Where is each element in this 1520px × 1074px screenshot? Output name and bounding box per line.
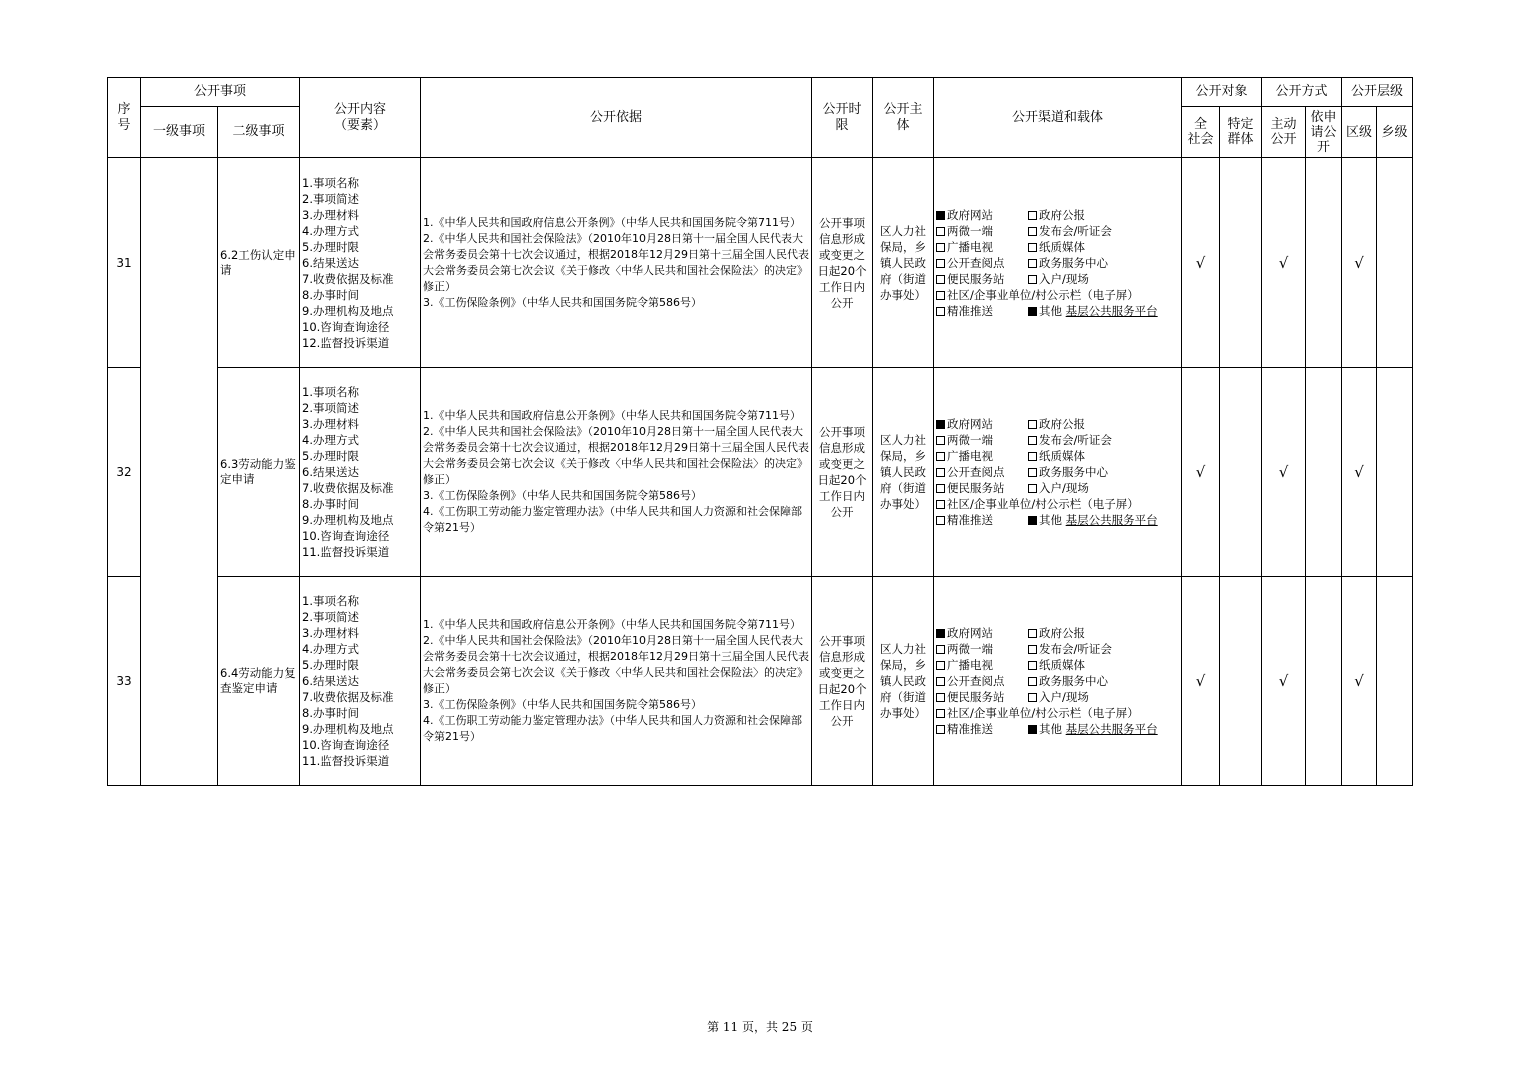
row-sub-item: 6.2工伤认定申请 [218, 158, 300, 368]
basis-line: 3.《工伤保险条例》（中华人民共和国国务院令第586号） [423, 698, 703, 711]
channel-service-station: 便民服务站 [947, 271, 1005, 286]
header-subject: 公开主 体 [873, 78, 934, 158]
empty-box-icon [1028, 275, 1037, 284]
empty-box-icon [1028, 484, 1037, 493]
row-basis [421, 368, 812, 577]
channel-broadcast: 广播电视 [947, 239, 994, 254]
channel-paper: 纸质媒体 [1039, 239, 1086, 254]
channel-other-value: 基层公共服务平台 [1065, 513, 1158, 527]
checked-box-icon [1028, 516, 1037, 525]
header-level1: 一级事项 [141, 107, 218, 158]
row-time-limit: 公开事项 信息形成 或变更之 日起20个 工作日内 公开 [812, 158, 873, 368]
empty-box-icon [1028, 436, 1037, 445]
empty-box-icon [936, 661, 945, 670]
empty-box-icon [936, 516, 945, 525]
row-subject: 区人力社 保局，乡 镇人民政 府（街道 办事处） [873, 368, 934, 577]
row-seq: 33 [108, 577, 141, 786]
empty-box-icon [936, 693, 945, 702]
row-subject: 区人力社 保局，乡 镇人民政 府（街道 办事处） [873, 577, 934, 786]
header-method-group: 公开方式 [1262, 78, 1342, 107]
target-all-check: √ [1182, 368, 1220, 577]
checked-box-icon [936, 211, 945, 220]
channel-push: 精准推送 [947, 303, 994, 318]
header-items-group: 公开事项 [141, 78, 300, 107]
channel-service-center: 政务服务中心 [1039, 674, 1109, 688]
channel-gov-gazette: 政府公报 [1039, 417, 1086, 431]
channel-two-micro: 两微一端 [947, 433, 994, 447]
method-active-check: √ [1262, 368, 1306, 577]
channel-push: 精准推送 [947, 513, 994, 527]
target-specific-check [1220, 158, 1262, 368]
empty-box-icon [936, 275, 945, 284]
target-specific-check [1220, 368, 1262, 577]
channel-gov-gazette: 政府公报 [1039, 626, 1086, 640]
header-target-all: 全 社会 [1182, 107, 1220, 158]
empty-box-icon [1028, 452, 1037, 461]
empty-box-icon [936, 500, 945, 509]
level-district-check: √ [1342, 368, 1377, 577]
channel-broadcast: 广播电视 [947, 658, 994, 672]
empty-box-icon [1028, 677, 1037, 686]
header-level-district: 区级 [1342, 107, 1377, 158]
channel-gov-site: 政府网站 [947, 626, 994, 640]
basis-line: 1.《中华人民共和国政府信息公开条例》（中华人民共和国国务院令第711号） [423, 618, 802, 631]
channel-door: 入户/现场 [1039, 481, 1089, 495]
empty-box-icon [936, 677, 945, 686]
empty-box-icon [1028, 629, 1037, 638]
empty-box-icon [936, 307, 945, 316]
row-basis [421, 577, 812, 786]
channel-gov-site: 政府网站 [947, 207, 994, 222]
method-apply-check [1306, 368, 1342, 577]
channel-other: 其他 [1039, 722, 1063, 736]
empty-box-icon [1028, 420, 1037, 429]
empty-box-icon [1028, 243, 1037, 252]
basis-line: 4.《工伤职工劳动能力鉴定管理办法》（中华人民共和国人力资源和社会保障部令第21号） [423, 505, 803, 534]
level-town-check [1377, 577, 1413, 786]
empty-box-icon [1028, 645, 1037, 654]
channel-service-center: 政务服务中心 [1039, 255, 1109, 270]
method-active-check: √ [1262, 158, 1306, 368]
table-row [108, 158, 1413, 368]
table-row [108, 368, 1413, 577]
target-all-check: √ [1182, 158, 1220, 368]
channel-other-value: 基层公共服务平台 [1065, 303, 1158, 318]
level-town-check [1377, 368, 1413, 577]
channel-two-micro: 两微一端 [947, 223, 994, 238]
channel-reading-point: 公开查阅点 [947, 674, 1005, 688]
basis-line: 2.《中华人民共和国社会保险法》（2010年10月28日第十一届全国人民代表大会常务委员会第十七次会议通过，根据2018年12月29日第十三届全国人民代表大会常务委员会第七次会议《关于修改〈中华人民共和国社会保险法〉的决定》修正） [423, 634, 810, 695]
target-specific-check [1220, 577, 1262, 786]
empty-box-icon [1028, 211, 1037, 220]
header-content: 公开内容 （要素） [300, 78, 421, 158]
channel-other-value: 基层公共服务平台 [1065, 722, 1158, 736]
channel-push: 精准推送 [947, 722, 994, 736]
header-seq: 序 号 [108, 78, 141, 158]
row-content: 1.事项名称 2.事项简述 3.办理材料 4.办理方式 5.办理时限 6.结果送达 7.收费依据及标准 8.办事时间 9.办理机构及地点 10.咨询查询途径 12.监督投诉渠道 [300, 158, 421, 368]
header-level2: 二级事项 [218, 107, 300, 158]
row-seq: 31 [108, 158, 141, 368]
header-time-limit: 公开时 限 [812, 78, 873, 158]
empty-box-icon [936, 484, 945, 493]
header-method-apply: 依申 请公 开 [1306, 107, 1342, 158]
row-channels [934, 577, 1182, 786]
empty-box-icon [936, 227, 945, 236]
channel-door: 入户/现场 [1039, 271, 1089, 286]
empty-box-icon [1028, 259, 1037, 268]
header-channel: 公开渠道和载体 [934, 78, 1182, 158]
row-content: 1.事项名称 2.事项简述 3.办理材料 4.办理方式 5.办理时限 6.结果送达 7.收费依据及标准 8.办事时间 9.办理机构及地点 10.咨询查询途径 11.监督投诉渠道 [300, 577, 421, 786]
disclosure-table [107, 77, 1413, 786]
empty-box-icon [936, 468, 945, 477]
empty-box-icon [936, 452, 945, 461]
method-apply-check [1306, 158, 1342, 368]
basis-line: 1.《中华人民共和国政府信息公开条例》（中华人民共和国国务院令第711号） [423, 409, 802, 422]
checked-box-icon [1028, 725, 1037, 734]
row-level1-empty [141, 158, 218, 786]
header-method-active: 主动 公开 [1262, 107, 1306, 158]
empty-box-icon [936, 259, 945, 268]
empty-box-icon [936, 243, 945, 252]
method-apply-check [1306, 577, 1342, 786]
target-all-check: √ [1182, 577, 1220, 786]
basis-line: 2.《中华人民共和国社会保险法》（2010年10月28日第十一届全国人民代表大会常务委员会第十七次会议通过，根据2018年12月29日第十三届全国人民代表大会常务委员会第七次会议《关于修改〈中华人民共和国社会保险法〉的决定》修正） [423, 231, 810, 293]
basis-line: 1.《中华人民共和国政府信息公开条例》（中华人民共和国国务院令第711号） [423, 215, 802, 229]
empty-box-icon [936, 291, 945, 300]
basis-line: 3.《工伤保险条例》（中华人民共和国国务院令第586号） [423, 489, 703, 502]
header-target-group: 公开对象 [1182, 78, 1262, 107]
channel-two-micro: 两微一端 [947, 642, 994, 656]
empty-box-icon [1028, 227, 1037, 236]
header-basis: 公开依据 [421, 78, 812, 158]
empty-box-icon [1028, 661, 1037, 670]
channel-community: 社区/企事业单位/村公示栏（电子屏） [947, 287, 1139, 302]
channel-community: 社区/企事业单位/村公示栏（电子屏） [947, 706, 1139, 720]
row-sub-item: 6.3劳动能力鉴定申请 [218, 368, 300, 577]
row-channels [934, 158, 1182, 368]
channel-paper: 纸质媒体 [1039, 658, 1086, 672]
empty-box-icon [1028, 693, 1037, 702]
channel-community: 社区/企事业单位/村公示栏（电子屏） [947, 497, 1139, 511]
channel-other: 其他 [1039, 303, 1063, 318]
method-active-check: √ [1262, 577, 1306, 786]
channel-service-center: 政务服务中心 [1039, 465, 1109, 479]
empty-box-icon [936, 645, 945, 654]
empty-box-icon [936, 725, 945, 734]
row-content: 1.事项名称 2.事项简述 3.办理材料 4.办理方式 5.办理时限 6.结果送达 7.收费依据及标准 8.办事时间 9.办理机构及地点 10.咨询查询途径 11.监督投诉渠道 [300, 368, 421, 577]
channel-press: 发布会/听证会 [1039, 223, 1112, 238]
level-district-check: √ [1342, 577, 1377, 786]
channel-service-station: 便民服务站 [947, 481, 1005, 495]
checked-box-icon [936, 420, 945, 429]
table-row [108, 577, 1413, 786]
level-town-check [1377, 158, 1413, 368]
row-time-limit: 公开事项 信息形成 或变更之 日起20个 工作日内 公开 [812, 368, 873, 577]
row-channels [934, 368, 1182, 577]
header-target-specific: 特定 群体 [1220, 107, 1262, 158]
level-district-check: √ [1342, 158, 1377, 368]
header-level-group: 公开层级 [1342, 78, 1413, 107]
basis-line: 3.《工伤保险条例》（中华人民共和国国务院令第586号） [423, 295, 703, 309]
channel-paper: 纸质媒体 [1039, 449, 1086, 463]
row-basis [421, 158, 812, 368]
channel-door: 入户/现场 [1039, 690, 1089, 704]
page-footer: 第 11 页，共 25 页 [707, 1020, 813, 1034]
channel-reading-point: 公开查阅点 [947, 255, 1005, 270]
basis-line: 4.《工伤职工劳动能力鉴定管理办法》（中华人民共和国人力资源和社会保障部令第21号） [423, 714, 803, 743]
channel-gov-site: 政府网站 [947, 417, 994, 431]
channel-gov-gazette: 政府公报 [1039, 207, 1086, 222]
row-seq: 32 [108, 368, 141, 577]
empty-box-icon [936, 436, 945, 445]
channel-broadcast: 广播电视 [947, 449, 994, 463]
header-level-town: 乡级 [1377, 107, 1413, 158]
channel-reading-point: 公开查阅点 [947, 465, 1005, 479]
row-subject: 区人力社 保局，乡 镇人民政 府（街道 办事处） [873, 158, 934, 368]
checked-box-icon [1028, 307, 1037, 316]
basis-line: 2.《中华人民共和国社会保险法》（2010年10月28日第十一届全国人民代表大会常务委员会第十七次会议通过，根据2018年12月29日第十三届全国人民代表大会常务委员会第七次会议《关于修改〈中华人民共和国社会保险法〉的决定》修正） [423, 425, 810, 486]
channel-other: 其他 [1039, 513, 1063, 527]
channel-press: 发布会/听证会 [1039, 433, 1112, 447]
empty-box-icon [936, 709, 945, 718]
row-sub-item: 6.4劳动能力复查鉴定申请 [218, 577, 300, 786]
checked-box-icon [936, 629, 945, 638]
row-time-limit: 公开事项 信息形成 或变更之 日起20个 工作日内 公开 [812, 577, 873, 786]
channel-service-station: 便民服务站 [947, 690, 1005, 704]
channel-press: 发布会/听证会 [1039, 642, 1112, 656]
empty-box-icon [1028, 468, 1037, 477]
